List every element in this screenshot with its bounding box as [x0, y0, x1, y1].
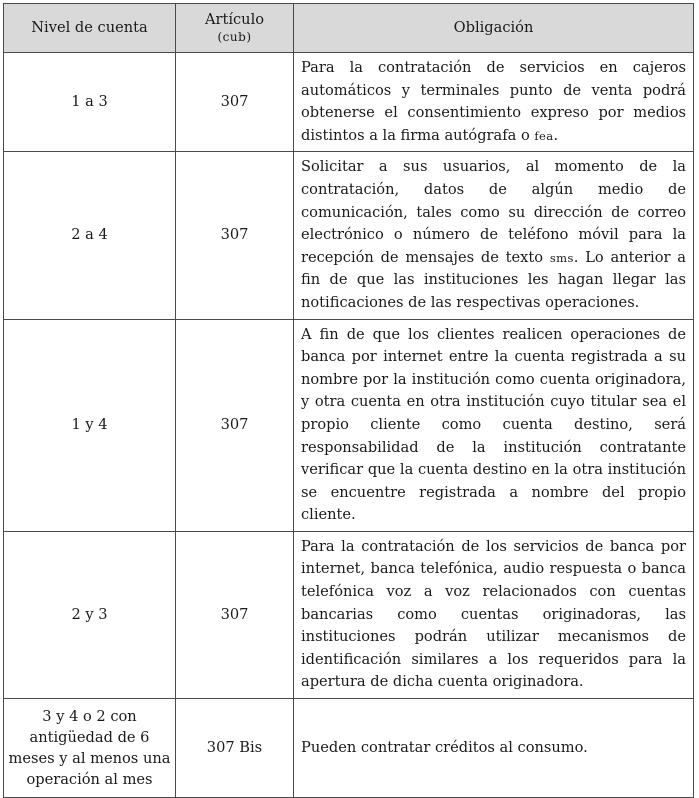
article-cell: 307 — [176, 531, 294, 698]
header-account-level: Nivel de cuenta — [4, 4, 176, 53]
abbreviation: sms — [549, 250, 574, 265]
abbreviation: fea — [534, 128, 554, 143]
header-row — [4, 4, 694, 53]
table-row — [4, 53, 694, 152]
obligation-cell: A fin de que los clientes realicen operaciones de banca por internet entre la cuenta registrada a su nombre por la institución como cuenta originadora, y otra cuenta en otra institución cuyo titular sea el propio cliente como cuenta destino, será responsabilidad de la institución contratante verificar que la cuenta destino en la otra institución se encuentre registrada a nombre del propio cliente. — [294, 319, 694, 531]
table-row — [4, 152, 694, 319]
table-row — [4, 531, 694, 698]
header-article-sub: (cub) — [217, 30, 252, 44]
obligation-text: Para la contratación de servicios en cajeros automáticos y terminales punto de venta podrá obtenerse el consentimiento expreso por medios distintos a la firma autógrafa o — [301, 59, 686, 144]
header-article-label: Artículo — [204, 11, 265, 28]
article-cell: 307 Bis — [176, 699, 294, 798]
obligation-cell — [294, 53, 694, 152]
article-cell: 307 — [176, 152, 294, 319]
obligation-cell: Para la contratación de los servicios de banca por internet, banca telefónica, audio respuesta o banca telefónica voz a voz relacionados con cuentas bancarias como cuentas originadoras, las instituciones podrán utilizar mecanismos de identificación similares a los requeridos para la apertura de dicha cuenta originadora. — [294, 531, 694, 698]
obligation-text: Solicitar a sus usuarios, al momento de la contratación, datos de algún medio de comunicación, tales como su dirección de correo electrónico o número de teléfono móvil para la recepción de mensajes de texto — [301, 158, 686, 266]
article-cell: 307 — [176, 53, 294, 152]
table-row — [4, 699, 694, 798]
table-row — [4, 319, 694, 531]
obligation-text-end: . Lo anterior a fin de que las instituciones les hagan llegar las notificaciones de las respectivas operaciones. — [301, 248, 686, 311]
obligation-cell: Pueden contratar créditos al consumo. — [294, 699, 694, 798]
account-level-cell: 3 y 4 o 2 con antigüedad de 6 meses y al menos una operación al mes — [4, 699, 176, 798]
obligation-text-end: . — [553, 126, 559, 144]
account-level-cell: 2 y 3 — [4, 531, 176, 698]
article-cell: 307 — [176, 319, 294, 531]
obligations-table — [3, 3, 694, 798]
account-level-cell: 1 y 4 — [4, 319, 176, 531]
account-level-cell: 1 a 3 — [4, 53, 176, 152]
header-article — [176, 4, 294, 53]
obligation-cell — [294, 152, 694, 319]
account-level-cell: 2 a 4 — [4, 152, 176, 319]
header-obligation: Obligación — [294, 4, 694, 53]
